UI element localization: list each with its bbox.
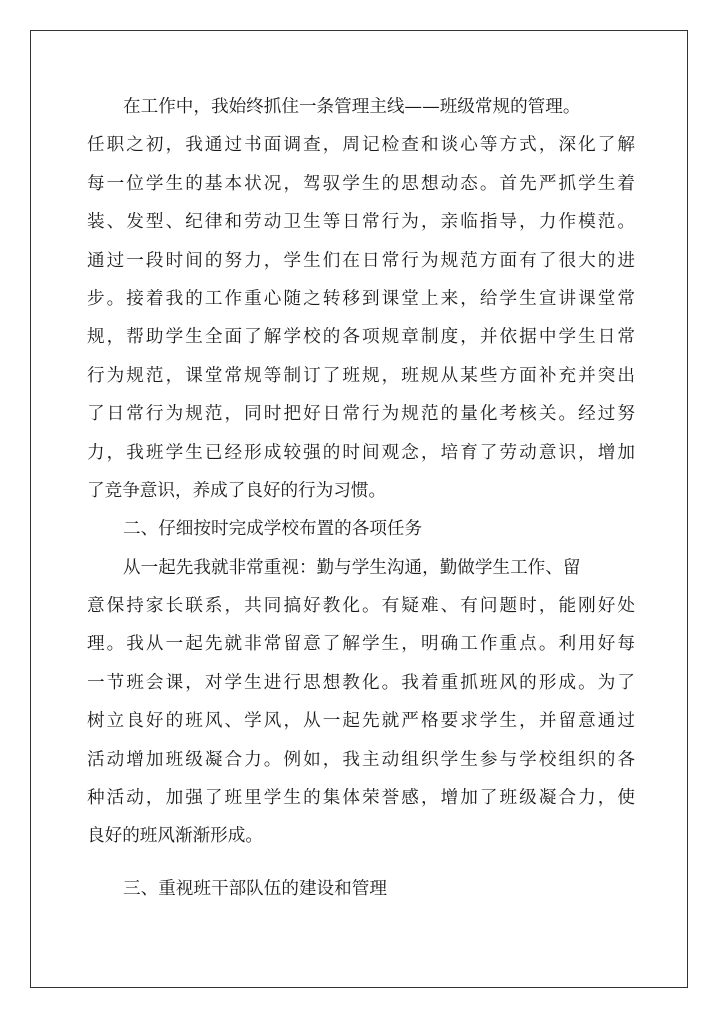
paragraph-1-line: 装、发型、纪律和劳动卫生等日常行为，亲临指导，力作模范。 — [87, 212, 635, 233]
paragraph-2-line: 一节班会课，对学生进行思想教化。我着重抓班风的形成。为了 — [87, 672, 635, 693]
paragraph-1-line: 力，我班学生已经形成较强的时间观念，培育了劳动意识，增加 — [87, 442, 635, 463]
paragraph-2-line: 良好的班风渐渐形成。 — [87, 826, 263, 847]
paragraph-1-line: 通过一段时间的努力，学生们在日常行为规范方面有了很大的进 — [87, 250, 635, 271]
paragraph-2-line: 树立良好的班风、学风，从一起先就严格要求学生，并留意通过 — [87, 711, 635, 732]
paragraph-2-line: 理。我从一起先就非常留意了解学生，明确工作重点。利用好每 — [87, 634, 635, 655]
section-heading-3: 三、重视班干部队伍的建设和管理 — [123, 878, 387, 899]
paragraph-2-line: 意保持家长联系，共同搞好教化。有疑难、有问题时，能刚好处 — [87, 596, 635, 617]
paragraph-1-line: 规，帮助学生全面了解学校的各项规章制度，并依据中学生日常 — [87, 327, 635, 348]
section-heading-2: 二、仔细按时完成学校布置的各项任务 — [123, 519, 423, 540]
paragraph-2-line: 从一起先我就非常重视：勤与学生沟通，勤做学生工作、留 — [123, 557, 581, 578]
paragraph-1-line: 行为规范，课堂常规等制订了班规，班规从某些方面补充并突出 — [87, 365, 635, 386]
paragraph-1-line: 了竞争意识，养成了良好的行为习惯。 — [87, 480, 387, 501]
paragraph-2-line: 种活动，加强了班里学生的集体荣誉感，增加了班级凝合力，使 — [87, 788, 635, 809]
paragraph-1-line: 任职之初，我通过书面调查，周记检查和谈心等方式，深化了解 — [87, 135, 635, 156]
paragraph-1-line: 了日常行为规范，同时把好日常行为规范的量化考核关。经过努 — [87, 404, 635, 425]
paragraph-1-line: 每一位学生的基本状况，驾驭学生的思想动态。首先严抓学生着 — [87, 173, 635, 194]
paragraph-2-line: 活动增加班级凝合力。例如，我主动组织学生参与学校组织的各 — [87, 749, 635, 770]
document-body — [87, 88, 635, 908]
paragraph-gap — [87, 856, 635, 870]
paragraph-1-line: 在工作中，我始终抓住一条管理主线——班级常规的管理。 — [123, 97, 581, 117]
paragraph-1-line: 步。接着我的工作重心随之转移到课堂上来，给学生宣讲课堂常 — [87, 288, 635, 309]
